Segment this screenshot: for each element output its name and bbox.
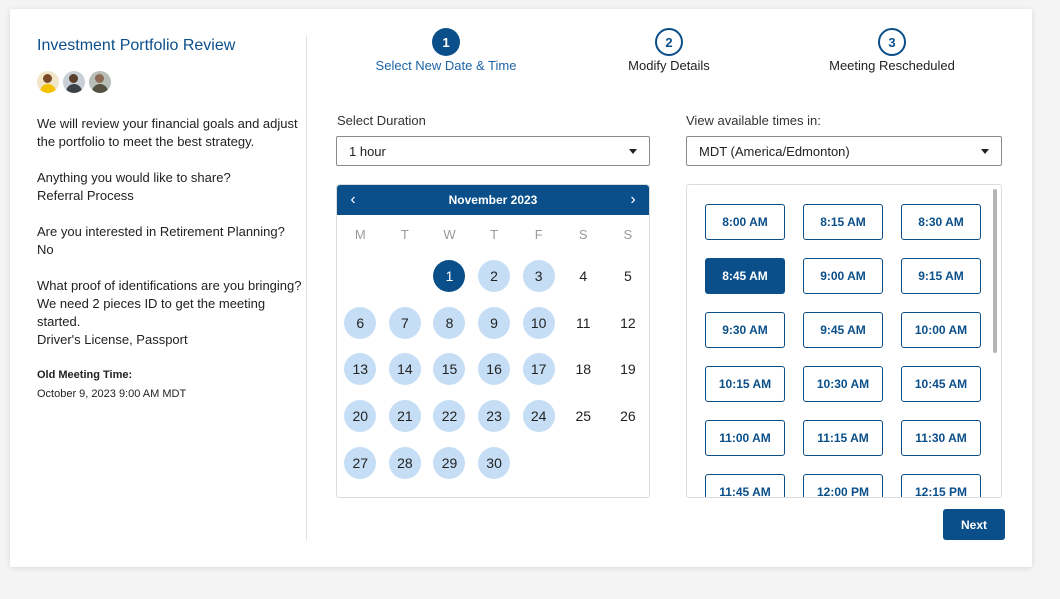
day-number: 9: [478, 307, 510, 339]
meeting-description: We will review your financial goals and adjust the portfolio to meet the best strategy.: [37, 116, 298, 149]
duration-value: 1 hour: [349, 143, 386, 159]
day-number: 26: [620, 408, 636, 425]
calendar-day[interactable]: [472, 346, 517, 393]
divider: [306, 35, 307, 541]
day-number: 18: [575, 361, 592, 378]
day-number: 13: [344, 353, 376, 385]
weekday-header: F: [534, 226, 543, 242]
day-number: 7: [389, 307, 421, 339]
step-number: 2: [655, 28, 683, 56]
step-label: Meeting Rescheduled: [829, 58, 955, 73]
weekday-header: S: [578, 226, 588, 242]
question-answer: [37, 277, 307, 349]
caret-down-icon: [629, 149, 637, 154]
calendar-day[interactable]: [472, 253, 517, 300]
avatar: [63, 71, 85, 93]
question-text: Anything you would like to share?: [37, 170, 231, 185]
weekday-header: T: [490, 226, 499, 242]
step-modify-details: [579, 28, 759, 73]
meeting-title: Investment Portfolio Review: [37, 37, 236, 54]
calendar-grid: [337, 215, 649, 486]
time-slot-button[interactable]: 8:15 AM: [803, 204, 883, 240]
question-text: Are you interested in Retirement Planning?: [37, 224, 285, 239]
timezone-label: View available times in:: [686, 113, 821, 128]
time-slot-button[interactable]: 9:30 AM: [705, 312, 785, 348]
time-slot-button[interactable]: 8:00 AM: [705, 204, 785, 240]
step-number: 3: [878, 28, 906, 56]
time-slot-button[interactable]: 11:00 AM: [705, 420, 785, 456]
calendar-day[interactable]: [427, 300, 472, 347]
time-slot-button[interactable]: 12:15 PM: [901, 474, 981, 498]
calendar-day[interactable]: [338, 300, 383, 347]
old-meeting-label: Old Meeting Time:: [37, 369, 133, 381]
answer-text: Referral Process: [37, 188, 134, 203]
time-slot-button[interactable]: 11:15 AM: [803, 420, 883, 456]
calendar-header: [337, 185, 649, 215]
day-number: 1: [433, 260, 465, 292]
calendar-day[interactable]: [472, 439, 517, 486]
calendar-day: [561, 253, 606, 300]
day-number: 30: [478, 447, 510, 479]
chevron-right-icon[interactable]: ›: [630, 191, 636, 208]
time-slot-button[interactable]: 10:00 AM: [901, 312, 981, 348]
scrollbar[interactable]: [993, 189, 997, 353]
question-answer: [37, 169, 307, 205]
weekday-header: W: [443, 226, 456, 242]
time-slot-button[interactable]: 12:00 PM: [803, 474, 883, 498]
stepper: [336, 28, 1002, 88]
time-slot-grid: [705, 204, 981, 498]
day-number: 27: [344, 447, 376, 479]
old-meeting-time: October 9, 2023 9:00 AM MDT: [37, 388, 187, 400]
day-number: 22: [433, 400, 465, 432]
duration-select[interactable]: [336, 136, 650, 166]
time-slot-panel: [686, 184, 1002, 498]
day-number: 20: [344, 400, 376, 432]
time-slot-button[interactable]: 11:45 AM: [705, 474, 785, 498]
question-text: What proof of identifications are you bringing? We need 2 pieces ID to get the meeting started.: [37, 278, 302, 329]
question-answer: [37, 223, 307, 259]
calendar-day[interactable]: [516, 300, 561, 347]
answer-text: Driver's License, Passport: [37, 332, 188, 347]
time-slot-button[interactable]: 9:45 AM: [803, 312, 883, 348]
timezone-select[interactable]: [686, 136, 1002, 166]
day-number: 10: [523, 307, 555, 339]
time-slot-button[interactable]: 10:15 AM: [705, 366, 785, 402]
step-number: 1: [432, 28, 460, 56]
time-slot-button[interactable]: 9:15 AM: [901, 258, 981, 294]
calendar-day: [561, 300, 606, 347]
day-number: 17: [523, 353, 555, 385]
calendar-day[interactable]: [472, 300, 517, 347]
day-number: 4: [579, 268, 588, 285]
day-number: 29: [433, 447, 465, 479]
weekday-header: T: [400, 226, 409, 242]
avatar: [37, 71, 59, 93]
calendar-empty-cell: [338, 253, 383, 300]
day-number: 8: [433, 307, 465, 339]
day-number: 15: [433, 353, 465, 385]
step-label: Select New Date & Time: [375, 58, 517, 73]
timezone-value: MDT (America/Edmonton): [699, 143, 850, 159]
calendar-month: November 2023: [448, 193, 538, 207]
day-number: 21: [389, 400, 421, 432]
time-slot-button[interactable]: 8:30 AM: [901, 204, 981, 240]
day-number: 12: [620, 314, 636, 331]
calendar-day: [606, 346, 651, 393]
day-number: 11: [575, 314, 591, 331]
calendar-day[interactable]: [383, 393, 428, 440]
day-number: 28: [389, 447, 421, 479]
calendar-day[interactable]: [383, 300, 428, 347]
weekday-header: M: [354, 226, 366, 242]
day-number: 3: [523, 260, 555, 292]
day-number: 2: [478, 260, 510, 292]
step-select-date: [356, 28, 536, 73]
calendar-day[interactable]: [338, 393, 383, 440]
calendar-day[interactable]: [427, 253, 472, 300]
day-number: 16: [478, 353, 510, 385]
calendar-day[interactable]: [383, 439, 428, 486]
step-meeting-rescheduled: [802, 28, 982, 73]
calendar-day: [561, 393, 606, 440]
calendar: [336, 184, 650, 498]
chevron-left-icon[interactable]: ‹: [350, 191, 356, 208]
calendar-day: [606, 393, 651, 440]
calendar-day: [561, 346, 606, 393]
weekday-header: S: [623, 226, 633, 242]
meeting-summary: [37, 37, 307, 400]
calendar-day[interactable]: [383, 346, 428, 393]
calendar-day[interactable]: [516, 346, 561, 393]
attendee-avatars: [37, 71, 307, 93]
calendar-day[interactable]: [338, 439, 383, 486]
day-number: 24: [523, 400, 555, 432]
time-slot-button[interactable]: 10:30 AM: [803, 366, 883, 402]
caret-down-icon: [981, 149, 989, 154]
step-label: Modify Details: [628, 58, 710, 73]
next-button[interactable]: Next: [943, 509, 1005, 540]
calendar-day[interactable]: [516, 393, 561, 440]
day-number: 5: [623, 268, 632, 285]
calendar-day: [606, 300, 651, 347]
calendar-day[interactable]: [338, 346, 383, 393]
calendar-empty-cell: [383, 253, 428, 300]
answer-text: No: [37, 242, 54, 257]
day-number: 14: [389, 353, 421, 385]
calendar-day[interactable]: [427, 393, 472, 440]
day-number: 19: [620, 361, 636, 378]
time-slot-button[interactable]: 8:45 AM: [705, 258, 785, 294]
calendar-day[interactable]: [427, 439, 472, 486]
day-number: 23: [478, 400, 510, 432]
calendar-day[interactable]: [472, 393, 517, 440]
time-slot-button[interactable]: 9:00 AM: [803, 258, 883, 294]
time-slot-button[interactable]: 10:45 AM: [901, 366, 981, 402]
day-number: 25: [575, 408, 592, 425]
day-number: 6: [344, 307, 376, 339]
time-slot-button[interactable]: 11:30 AM: [901, 420, 981, 456]
calendar-day: [606, 253, 651, 300]
calendar-day[interactable]: [427, 346, 472, 393]
calendar-day[interactable]: [516, 253, 561, 300]
duration-label: Select Duration: [337, 113, 426, 128]
avatar: [89, 71, 111, 93]
